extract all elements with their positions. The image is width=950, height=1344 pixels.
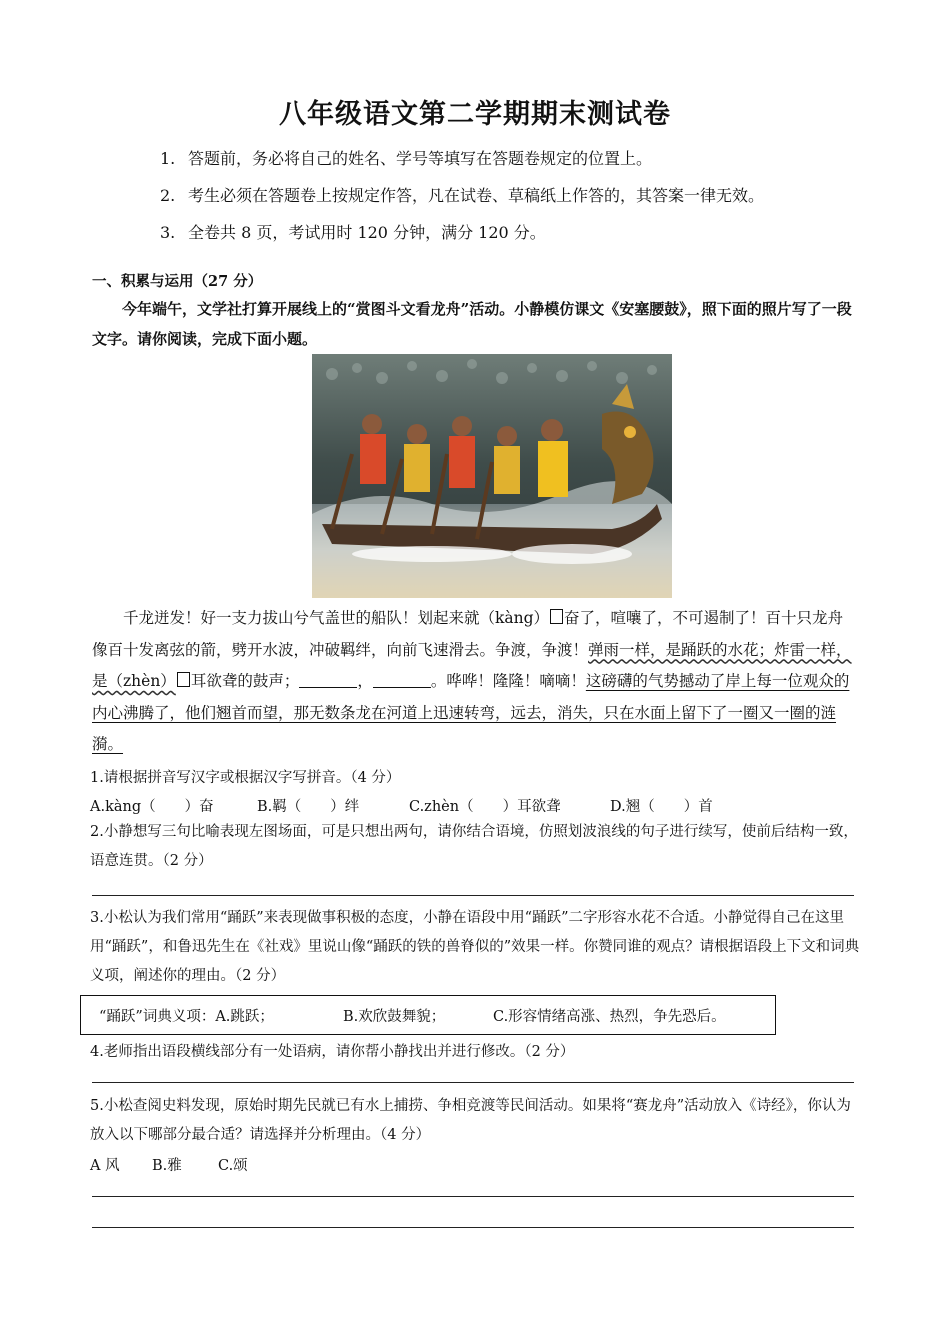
- question-5: 5.小松查阅史料发现，原始时期先民就已有水上捕捞、争相竞渡等民间活动。如果将“赛龙舟”活动放入《诗经》，你认为放入以下哪部分最合适？请选择并分析理由。（4 分）: [90, 1098, 851, 1143]
- dict-entry-c: C.形容情绪高涨、热烈，争先恐后。: [493, 1009, 726, 1025]
- q1-option-b: B.羁（ ）绊: [257, 799, 360, 815]
- question-3: 3.小松认为我们常用“踊跃”来表现做事积极的态度，小静在语段中用“踊跃”二字形容水花不合适。小静觉得自己在这里用“踊跃”，和鲁迅先生在《社戏》里说山像“踊跃的铁的兽脊似的”效果一样。你赞同谁的观点？请根据语段上下文和词典义项，阐述你的理由。（2 分）: [90, 910, 860, 984]
- question-2: 2.小静想写三句比喻表现左图场面，可是只想出两句，请你结合语境，仿照划波浪线的句子进行续写，使前后结构一致，语意连贯。（2 分）: [90, 824, 858, 869]
- question-4: 4.老师指出语段横线部分有一处语病，请你帮小静找出并进行修改。（2 分）: [90, 1044, 575, 1060]
- q1-option-a: A.kàng（ ）奋: [90, 799, 214, 815]
- answer-line-q2[interactable]: [92, 895, 854, 896]
- dict-entry-a: “踊跃”词典义项：A.跳跃；: [99, 1009, 274, 1025]
- answer-line-q4[interactable]: [92, 1082, 854, 1083]
- wavy-sentence: 弹雨一样，是踊跃的水花；炸雷一样，是（zhèn）: [92, 640, 852, 690]
- note-1: 1. 答题前，务必将自己的姓名、学号等填写在答题卷规定的位置上。: [160, 149, 653, 168]
- fill-blank-2[interactable]: [373, 671, 431, 688]
- section-heading: 一、积累与运用（27 分）: [92, 273, 263, 290]
- q5-option-b: B.雅: [152, 1158, 182, 1174]
- answer-line-q5-2[interactable]: [92, 1227, 854, 1228]
- q1-option-d: D.翘（ ）首: [610, 799, 713, 815]
- answer-line-q5-1[interactable]: [92, 1196, 854, 1197]
- blank-box-kang: [550, 609, 563, 624]
- note-3: 3. 全卷共 8 页，考试用时 120 分钟，满分 120 分。: [160, 223, 546, 242]
- dictionary-box: [80, 995, 776, 1035]
- blank-box-zhen: [177, 672, 190, 687]
- passage: 千龙迸发！好一支力拔山兮气盖世的船队！划起来就（kàng） 奋了，喧嚷了，不可遏制了！百十只龙舟像百十发离弦的箭，劈开水波，冲破羁绊，向前飞速滑去。争渡，争渡！弹雨一样，是踊跃的水花；炸雷一样，是（zhèn） 耳欲聋的鼓声； ， 。哗哗！隆隆！嘀嘀！这磅礴的气势撼动了岸上每一位观众的内心沸腾了，他们翘首而望，那无数条龙在河道上迅速转弯，远去，消失，只在水面上留下了一圈又一圈的涟漪。: [92, 609, 852, 753]
- q1-option-c: C.zhèn（ ）耳欲聋: [409, 799, 561, 815]
- q5-option-a: A 风: [90, 1158, 120, 1174]
- note-2: 2. 考生必须在答题卷上按规定作答，凡在试卷、草稿纸上作答的，其答案一律无效。: [160, 186, 765, 205]
- section-intro: 今年端午，文学社打算开展线上的“赏图斗文看龙舟”活动。小静模仿课文《安塞腰鼓》，照下面的照片写了一段文字。请你阅读，完成下面小题。: [92, 300, 852, 348]
- dragon-boat-photo: [312, 354, 672, 598]
- underlined-sentence: 这磅礴的气势撼动了岸上每一位观众的内心沸腾了，他们翘首而望，那无数条龙在河道上迅速转弯，远去，消失，只在水面上留下了一圈又一圈的涟漪。: [92, 672, 850, 753]
- fill-blank-1[interactable]: [299, 671, 357, 688]
- q5-option-c: C.颂: [218, 1158, 248, 1174]
- question-1: 1.请根据拼音写汉字或根据汉字写拼音。（4 分）: [90, 770, 401, 786]
- dict-entry-b: B.欢欣鼓舞貌；: [343, 1009, 446, 1025]
- page-title: 八年级语文第二学期期末测试卷: [279, 99, 671, 130]
